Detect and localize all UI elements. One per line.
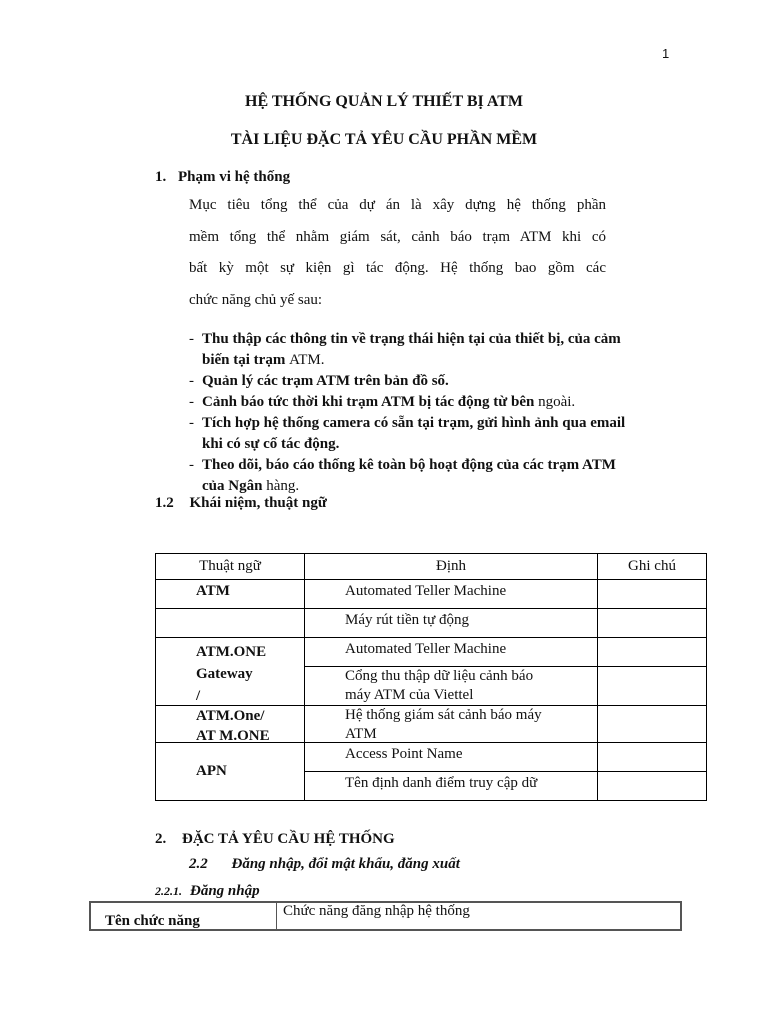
term-text: ATM.ONE	[196, 644, 267, 660]
note-cell	[598, 706, 707, 743]
intro-paragraph	[189, 190, 606, 316]
list-item-text: Cảnh báo tức thời khi trạm ATM bị tác động từ bên	[202, 394, 539, 410]
definition-cell	[305, 706, 598, 743]
list-item-text: - Theo dõi, báo cáo thống kê toàn bộ hoạt động của các trạm ATM	[202, 457, 616, 473]
column-header: Định	[305, 554, 598, 580]
page-number: 1	[662, 46, 670, 61]
function-label: Tên chức năng	[105, 913, 200, 929]
list-item-text: - Tích hợp hệ thống camera có sẵn tại trạm, gửi hình ảnh qua email	[202, 415, 626, 431]
list-item-text: khi có sự cố tác động.	[202, 436, 340, 452]
section-title: Đăng nhập, đổi mật khẩu, đăng xuất	[231, 856, 460, 872]
section-number: 1.	[155, 169, 167, 185]
section-title: Đăng nhập	[190, 883, 260, 899]
definition-cell: Tên định danh điểm truy cập dữ	[305, 772, 598, 801]
note-cell	[598, 667, 707, 706]
document-subtitle: TÀI LIỆU ĐẶC TẢ YÊU CẦU PHẦN MỀM	[230, 131, 538, 148]
definition-text: Hệ thống giám sát cảnh báo máy	[345, 707, 542, 723]
column-header: Ghi chú	[598, 554, 707, 580]
definition-cell	[305, 667, 598, 706]
term-cell	[156, 706, 305, 743]
term-text: /	[196, 688, 201, 704]
term-cell: APN	[156, 743, 305, 801]
term-cell	[156, 609, 305, 638]
list-item	[189, 392, 679, 413]
function-value: Chức năng đăng nhập hệ thống	[283, 903, 470, 919]
list-item-text: ATM.	[289, 352, 325, 368]
list-item-text: ngoài.	[538, 394, 576, 410]
note-cell	[598, 580, 707, 609]
document-title: HỆ THỐNG QUẢN LÝ THIẾT BỊ ATM	[245, 93, 523, 110]
intro-line: mềm tổng thể nhằm giám sát, cảnh báo trạm ATM khi có	[189, 228, 606, 245]
section-number: 2.	[155, 831, 167, 847]
note-cell	[598, 609, 707, 638]
note-cell	[598, 772, 707, 801]
table-row	[156, 609, 707, 638]
term-cell	[156, 638, 305, 706]
column-header: Thuật ngữ	[156, 554, 305, 580]
table-row	[156, 743, 707, 772]
table-row	[156, 638, 707, 667]
term-cell: ATM	[156, 580, 305, 609]
section-2-2-heading	[189, 856, 460, 873]
section-1-heading	[155, 169, 290, 186]
intro-line: bất kỳ một sự kiện gì tác động. Hệ thống bao gồm các	[189, 260, 606, 276]
definition-cell: Automated Teller Machine	[305, 638, 598, 667]
intro-line: chức năng chủ yế sau:	[189, 291, 323, 308]
definition-text: máy ATM của Viettel	[345, 687, 474, 703]
definition-cell: Automated Teller Machine	[305, 580, 598, 609]
table-row	[156, 580, 707, 609]
term-text: Gateway	[196, 666, 253, 682]
glossary-table	[155, 553, 707, 801]
definition-cell: Máy rút tiền tự động	[305, 609, 598, 638]
list-item	[189, 455, 679, 497]
function-label-cell	[91, 903, 277, 929]
list-item-text: - Thu thập các thông tin về trạng thái hiện tại của thiết bị, của cảm	[202, 331, 621, 347]
list-item	[189, 413, 679, 455]
list-item	[189, 329, 679, 371]
term-text: ATM.One/	[196, 708, 265, 724]
definition-text: Cổng thu thập dữ liệu cảnh báo	[345, 668, 534, 684]
section-number: 2.2.1.	[155, 884, 182, 898]
term-text: AT M.ONE	[196, 728, 270, 744]
section-2-heading	[155, 831, 395, 848]
note-cell	[598, 743, 707, 772]
table-row	[156, 706, 707, 743]
definition-cell: Access Point Name	[305, 743, 598, 772]
table-header-row	[156, 554, 707, 580]
list-item-text: biến tại trạm	[202, 352, 290, 368]
section-number: 1.2	[155, 495, 174, 511]
intro-line: Mục tiêu tổng thể của dự án là xây dựng hệ thống phần	[189, 197, 606, 213]
list-item-text: - Quản lý các trạm ATM trên bản đồ số.	[202, 373, 449, 389]
section-title: Khái niệm, thuật ngữ	[189, 495, 327, 511]
list-item	[189, 371, 679, 392]
section-title: Phạm vi hệ thống	[178, 169, 291, 185]
section-title: ĐẶC TẢ YÊU CẦU HỆ THỐNG	[182, 831, 395, 847]
note-cell	[598, 638, 707, 667]
list-item-text: hàng.	[266, 478, 300, 494]
section-1-2-heading	[155, 495, 327, 512]
section-2-2-1-heading	[155, 882, 260, 900]
function-table	[89, 901, 682, 931]
feature-list	[189, 329, 679, 497]
section-number: 2.2	[189, 856, 208, 872]
definition-text: ATM	[345, 726, 377, 742]
list-item-text: của Ngân	[202, 478, 267, 494]
